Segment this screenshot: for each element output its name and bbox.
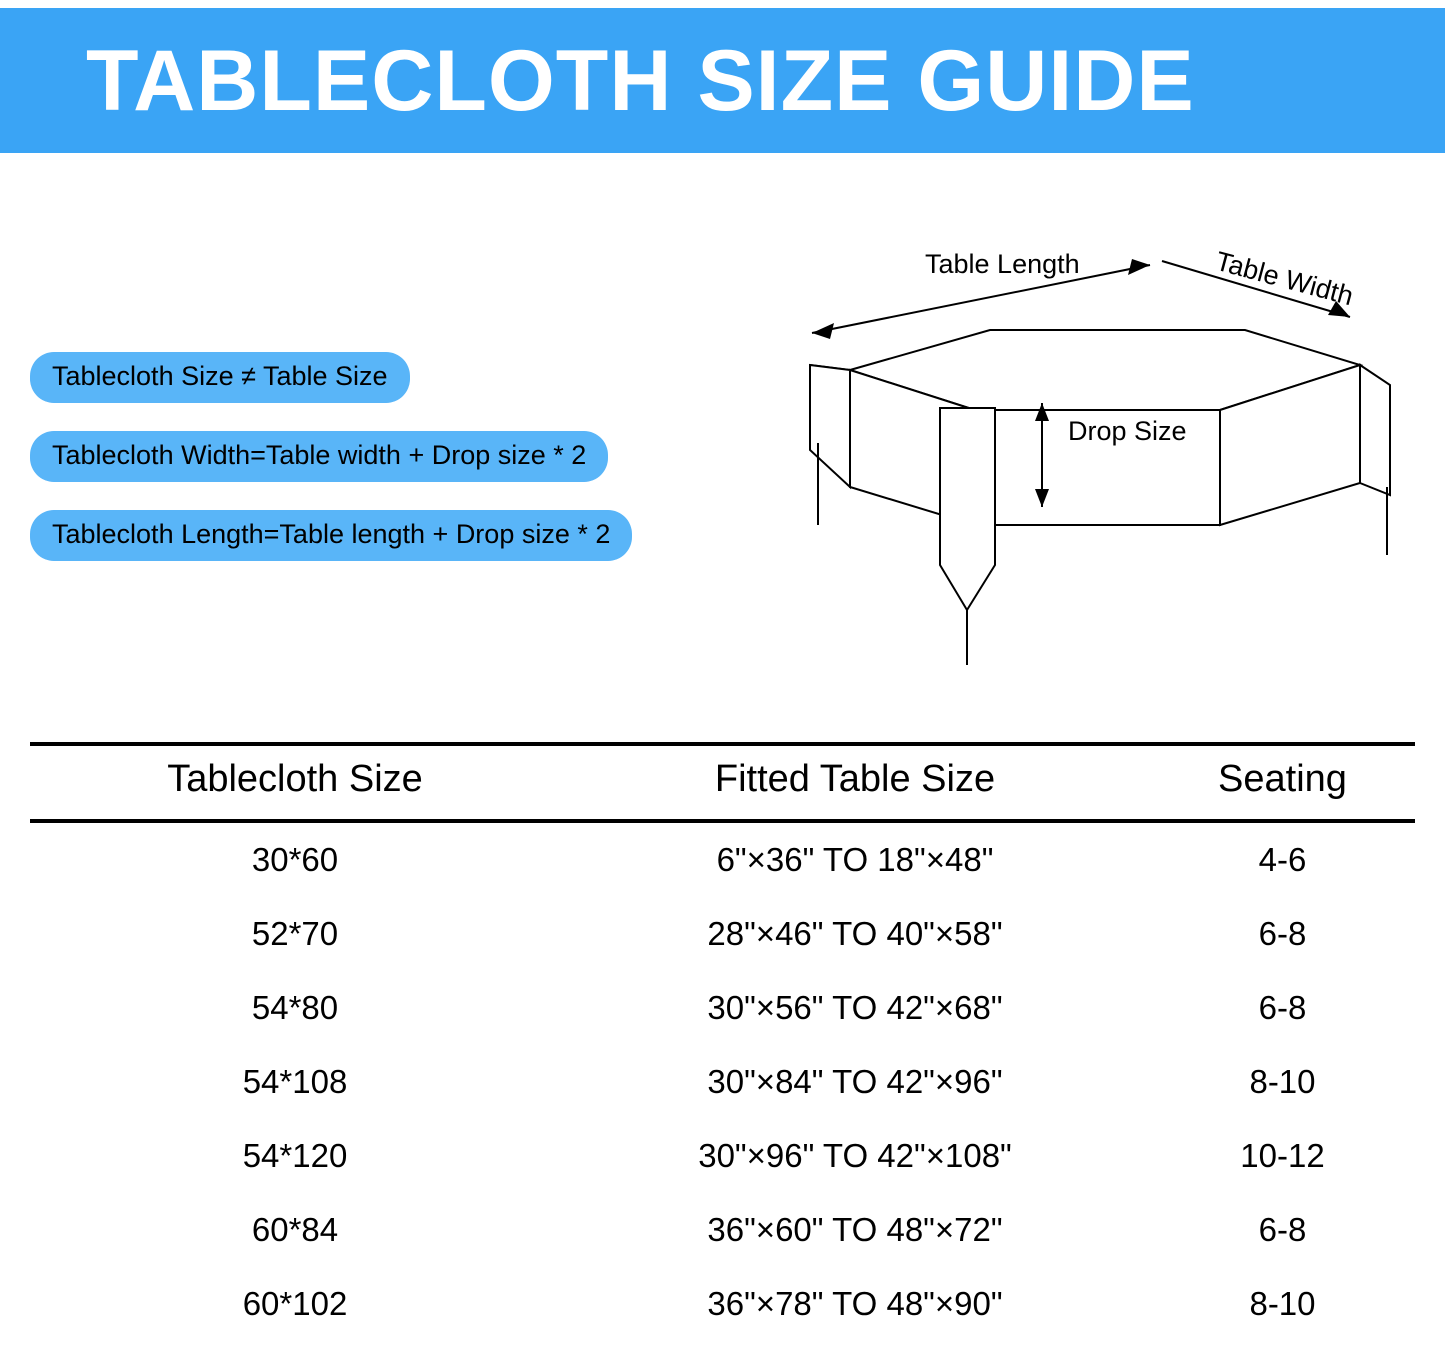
cell-tablecloth-size: 60*84: [251, 1211, 339, 1248]
table-header-row: [30, 744, 1415, 821]
table-row: [30, 821, 1415, 897]
table-row: [30, 1045, 1415, 1119]
cell-tablecloth-size: 54*108: [242, 1063, 348, 1100]
cell-seating: 8-10: [1249, 1063, 1316, 1100]
cell-fitted-table-size: 36"×78" TO 48"×90": [707, 1285, 1003, 1322]
info-pill-3: Tablecloth Length=Table length + Drop size * 2: [30, 510, 632, 561]
cell-seating: 10-12: [1240, 1137, 1325, 1174]
info-pill-1: Tablecloth Size ≠ Table Size: [30, 352, 410, 403]
cell-fitted-table-size: 6"×36" TO 18"×48": [716, 841, 994, 878]
cell-tablecloth-size: 54*80: [251, 989, 339, 1026]
table-row: [30, 897, 1415, 971]
cell-fitted-table-size: 28"×46" TO 40"×58": [707, 915, 1003, 952]
cell-fitted-table-size: 30"×84" TO 42"×96": [707, 1063, 1003, 1100]
page-title: TABLECLOTH SIZE GUIDE: [86, 32, 1195, 129]
cell-seating: 6-8: [1258, 989, 1307, 1026]
table-body: [30, 821, 1415, 1341]
cell-fitted-table-size: 36"×60" TO 48"×72": [707, 1211, 1003, 1248]
cell-seating: 6-8: [1258, 915, 1307, 952]
label-table-width: Table Width: [1212, 245, 1357, 312]
cell-tablecloth-size: 60*102: [242, 1285, 348, 1322]
info-pill-list: [30, 352, 650, 589]
cell-seating: 8-10: [1249, 1285, 1316, 1322]
page-header-banner: [0, 8, 1445, 153]
label-table-length: Table Length: [925, 249, 1080, 279]
table-row: [30, 971, 1415, 1045]
label-drop-size: Drop Size: [1068, 416, 1187, 446]
table-row: [30, 1193, 1415, 1267]
column-header-fitted-table-size: Fitted Table Size: [560, 744, 1150, 821]
cell-tablecloth-size: 54*120: [242, 1137, 348, 1174]
table-row: [30, 1119, 1415, 1193]
tablecloth-size-table: [30, 742, 1415, 1341]
cell-seating: 4-6: [1258, 841, 1307, 878]
info-pill-2: Tablecloth Width=Table width + Drop size * 2: [30, 431, 608, 482]
cell-tablecloth-size: 52*70: [251, 915, 339, 952]
column-header-seating: Seating: [1150, 744, 1415, 821]
cell-fitted-table-size: 30"×96" TO 42"×108": [698, 1137, 1012, 1174]
cell-tablecloth-size: 30*60: [251, 841, 339, 878]
column-header-tablecloth-size: Tablecloth Size: [30, 744, 560, 821]
table-row: [30, 1267, 1415, 1341]
cell-seating: 6-8: [1258, 1211, 1307, 1248]
tablecloth-diagram: [790, 225, 1410, 665]
cell-fitted-table-size: 30"×56" TO 42"×68": [707, 989, 1003, 1026]
